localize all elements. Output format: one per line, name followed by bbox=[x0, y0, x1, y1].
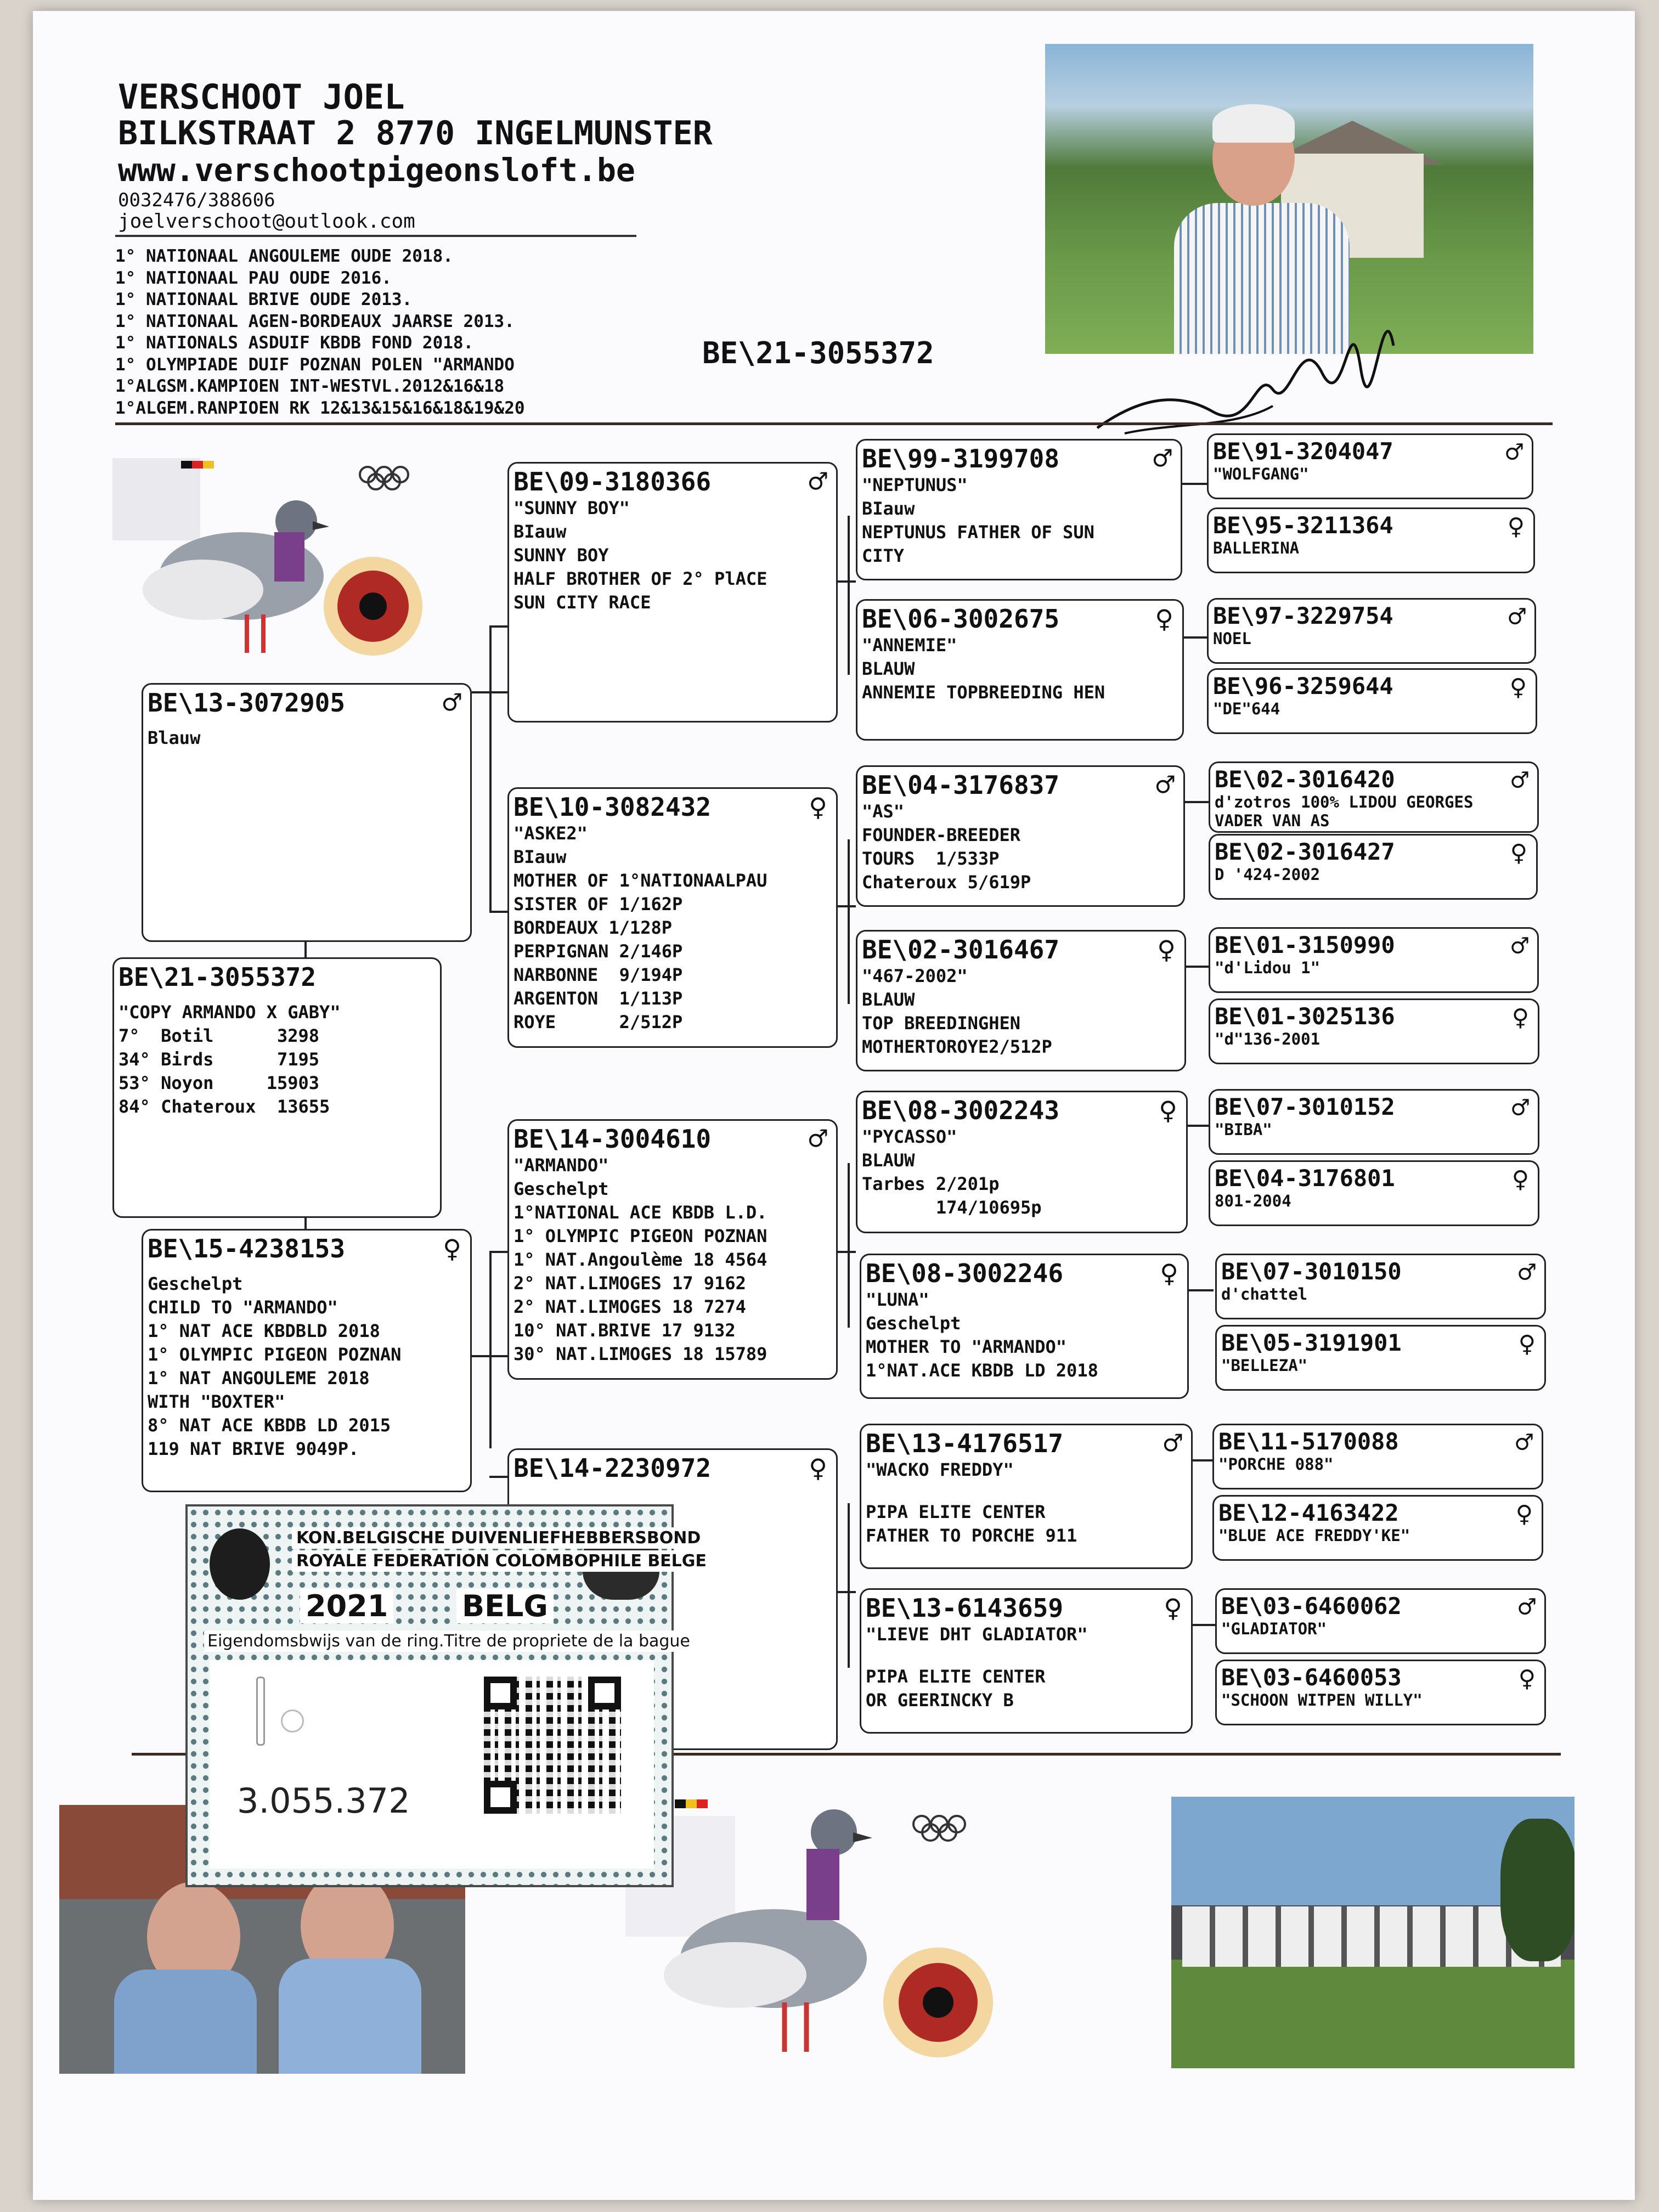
pedigree-line: VADER VAN AS bbox=[1215, 811, 1330, 830]
pedigree-box bbox=[1209, 998, 1539, 1064]
pedigree-box bbox=[1209, 927, 1539, 993]
pedigree-connector bbox=[1182, 483, 1207, 485]
pedigree-line: TOURS 1/533P bbox=[862, 848, 1000, 869]
ring-number: BE\08-3002246 bbox=[866, 1259, 1064, 1288]
male-symbol-icon: ♂ bbox=[1164, 1426, 1182, 1462]
pedigree-line: PIPA ELITE CENTER bbox=[866, 1666, 1046, 1687]
pedigree-line: CHILD TO "ARMANDO" bbox=[148, 1297, 338, 1318]
pedigree-connector bbox=[489, 625, 492, 911]
pedigree-line: 1° NAT ACE KBDBLD 2018 bbox=[148, 1321, 380, 1341]
pedigree-box bbox=[1212, 1495, 1543, 1561]
achievements-list bbox=[115, 246, 525, 419]
pedigree-connector bbox=[848, 839, 850, 1004]
ring-number: BE\05-3191901 bbox=[1221, 1329, 1402, 1356]
pedigree-line: NARBONNE 9/194P bbox=[514, 964, 683, 985]
top-divider bbox=[115, 422, 1553, 425]
ring-number: BE\13-4176517 bbox=[866, 1429, 1064, 1458]
achievement-item: 1° OLYMPIADE DUIF POZNAN POLEN "ARMANDO bbox=[115, 354, 515, 375]
pedigree-line: FATHER TO PORCHE 911 bbox=[866, 1525, 1077, 1546]
org-name-dutch: KON.BELGISCHE DUIVENLIEFHEBBERSBOND bbox=[292, 1527, 705, 1549]
pedigree-line: 119 NAT BRIVE 9049P. bbox=[148, 1438, 359, 1459]
pedigree-line: 801-2004 bbox=[1215, 1192, 1291, 1210]
pedigree-connector bbox=[489, 625, 507, 628]
ring-number: BE\91-3204047 bbox=[1213, 438, 1393, 465]
male-symbol-icon: ♂ bbox=[1511, 1092, 1529, 1125]
pedigree-line: 1° OLYMPIC PIGEON POZNAN bbox=[148, 1344, 402, 1365]
pedigree-box bbox=[860, 1424, 1193, 1569]
female-symbol-icon: ♀ bbox=[1518, 1662, 1536, 1695]
pedigree-line: 1°NAT.ACE KBDB LD 2018 bbox=[866, 1360, 1098, 1381]
pedigree-box bbox=[112, 957, 442, 1218]
pedigree-box bbox=[1215, 1588, 1546, 1654]
pedigree-line: "WACKO FREDDY" bbox=[866, 1459, 1014, 1480]
pedigree-line: CITY bbox=[862, 545, 905, 566]
pedigree-line: 1° NAT ANGOULEME 2018 bbox=[148, 1368, 370, 1389]
female-symbol-icon: ♀ bbox=[1511, 1001, 1529, 1034]
pedigree-box bbox=[1207, 433, 1533, 499]
pedigree-line: 7° Botil 3298 bbox=[119, 1025, 320, 1046]
pedigree-line: BIauw bbox=[514, 521, 567, 542]
pedigree-line: "467-2002" bbox=[862, 966, 968, 986]
org-name-french: ROYALE FEDERATION COLOMBOPHILE BELGE bbox=[292, 1550, 711, 1572]
pedigree-box bbox=[1209, 761, 1539, 833]
pedigree-connector bbox=[838, 580, 856, 583]
pedigree-box bbox=[856, 930, 1186, 1071]
pedigree-line bbox=[866, 1646, 1187, 1665]
pedigree-connector bbox=[304, 942, 307, 958]
pedigree-line: Chateroux 5/619P bbox=[862, 872, 1031, 893]
pedigree-box bbox=[507, 1119, 838, 1380]
pedigree-line: Geschelpt bbox=[148, 1273, 243, 1294]
pedigree-line: ANNEMIE TOPBREEDING HEN bbox=[862, 682, 1105, 703]
pedigree-line: "AS" bbox=[862, 801, 905, 822]
male-symbol-icon: ♂ bbox=[1511, 930, 1528, 963]
ring-number: BE\04-3176837 bbox=[862, 770, 1060, 800]
pedigree-line: 1°NATIONAL ACE KBDB L.D. bbox=[514, 1202, 768, 1223]
pedigree-box bbox=[142, 683, 472, 942]
pedigree-box bbox=[507, 462, 838, 723]
ring-number: BE\03-6460053 bbox=[1221, 1664, 1402, 1691]
pedigree-line: SUNNY BOY bbox=[514, 545, 609, 566]
pedigree-line: "SUNNY BOY" bbox=[514, 498, 630, 518]
pedigree-line: "BELLEZA" bbox=[1221, 1356, 1308, 1375]
pedigree-line: ARGENTON 1/113P bbox=[514, 988, 683, 1009]
pedigree-line: "WOLFGANG" bbox=[1213, 465, 1309, 483]
achievement-item: 1° NATIONAAL AGEN-BORDEAUX JAARSE 2013. bbox=[115, 311, 515, 331]
female-symbol-icon: ♀ bbox=[443, 1231, 461, 1267]
pedigree-line: BORDEAUX 1/128P bbox=[514, 917, 672, 938]
pedigree-line: SISTER OF 1/162P bbox=[514, 894, 683, 915]
pedigree-line: BLAUW bbox=[862, 989, 915, 1010]
female-symbol-icon: ♀ bbox=[1509, 671, 1527, 704]
pedigree-line: 8° NAT ACE KBDB LD 2015 bbox=[148, 1415, 391, 1436]
ring-number: BE\07-3010152 bbox=[1215, 1093, 1395, 1120]
female-symbol-icon: ♀ bbox=[1160, 1256, 1178, 1291]
pedigree-line: BLAUW bbox=[862, 658, 915, 679]
pedigree-connector bbox=[1189, 1289, 1214, 1291]
pedigree-line: Tarbes 2/201p bbox=[862, 1173, 1000, 1194]
female-symbol-icon: ♀ bbox=[1515, 1498, 1533, 1531]
pedigree-line: 2° NAT.LIMOGES 18 7274 bbox=[514, 1296, 746, 1317]
achievement-item: 1°ALGSM.KAMPIOEN INT-WESTVL.2012&16&18 bbox=[115, 376, 505, 396]
pedigree-box bbox=[1215, 1254, 1546, 1319]
pedigree-line: PERPIGNAN 2/146P bbox=[514, 941, 683, 962]
ring-number: BE\09-3180366 bbox=[514, 467, 712, 496]
pedigree-line: FOUNDER-BREEDER bbox=[862, 825, 1020, 845]
male-symbol-icon: ♂ bbox=[1518, 1591, 1536, 1624]
pigeon-illustration-bottom bbox=[620, 1794, 1004, 2079]
pedigree-box bbox=[1212, 1424, 1543, 1489]
breeder-email[interactable]: joelverschoot@outlook.com bbox=[118, 210, 415, 233]
pedigree-line: D '424-2002 bbox=[1215, 865, 1321, 884]
ring-number: BE\08-3002243 bbox=[862, 1096, 1060, 1125]
pedigree-line: "COPY ARMANDO X GABY" bbox=[119, 1002, 341, 1023]
kbdb-logo bbox=[210, 1528, 270, 1600]
pedigree-line: "ANNEMIE" bbox=[862, 635, 957, 656]
pedigree-connector bbox=[304, 1217, 307, 1230]
pedigree-line: BIauw bbox=[862, 498, 915, 519]
ring-number: BE\97-3229754 bbox=[1213, 602, 1393, 629]
pedigree-connector bbox=[848, 1163, 850, 1328]
ring-number: BE\01-3025136 bbox=[1215, 1003, 1395, 1030]
ring-number: BE\12-4163422 bbox=[1218, 1499, 1399, 1526]
pedigree-line: WITH "BOXTER" bbox=[148, 1391, 285, 1412]
pedigree-box bbox=[860, 1588, 1193, 1734]
ring-country: BELG bbox=[456, 1589, 554, 1623]
ring-number: BE\11-5170088 bbox=[1218, 1428, 1399, 1455]
ring-number: BE\07-3010150 bbox=[1221, 1258, 1402, 1285]
pedigree-line: d'chattel bbox=[1221, 1285, 1308, 1304]
pedigree-box bbox=[856, 439, 1182, 580]
pedigree-line: 84° Chateroux 13655 bbox=[119, 1096, 330, 1117]
pedigree-connector bbox=[838, 1591, 856, 1593]
female-symbol-icon: ♀ bbox=[1159, 1093, 1177, 1128]
pedigree-box bbox=[856, 1091, 1188, 1233]
pedigree-line: "NEPTUNUS" bbox=[862, 475, 968, 495]
pedigree-connector bbox=[848, 516, 850, 675]
pedigree-line: "SCHOON WITPEN WILLY" bbox=[1221, 1691, 1423, 1709]
pedigree-line: BLAUW bbox=[862, 1150, 915, 1171]
ring-number: BE\03-6460062 bbox=[1221, 1593, 1402, 1620]
pedigree-line: 30° NAT.LIMOGES 18 15789 bbox=[514, 1344, 768, 1364]
ring-number: BE\14-2230972 bbox=[514, 1453, 712, 1483]
ring-number: BE\95-3211364 bbox=[1213, 512, 1393, 539]
pedigree-box bbox=[1207, 668, 1537, 734]
pedigree-line: "PYCASSO" bbox=[862, 1126, 957, 1147]
pedigree-connector bbox=[489, 911, 507, 913]
male-symbol-icon: ♂ bbox=[1508, 601, 1526, 634]
female-symbol-icon: ♀ bbox=[1511, 1163, 1529, 1196]
female-symbol-icon: ♀ bbox=[809, 789, 827, 825]
female-symbol-icon: ♀ bbox=[1518, 1328, 1536, 1361]
ring-number: BE\15-4238153 bbox=[148, 1234, 346, 1263]
pedigree-line: NEPTUNUS FATHER OF SUN bbox=[862, 522, 1094, 543]
ring-card-caption: Eigendomsbwijs van de ring.Titre de propriete de la bague bbox=[204, 1630, 693, 1652]
breeder-website[interactable]: www.verschootpigeonsloft.be bbox=[118, 151, 635, 189]
pigeon-illustration-top bbox=[110, 455, 439, 664]
pedigree-line: 1° OLYMPIC PIGEON POZNAN bbox=[514, 1226, 768, 1246]
pedigree-line: 53° Noyon 15903 bbox=[119, 1073, 320, 1093]
breeder-phone: 0032476/388606 bbox=[118, 189, 275, 211]
signature bbox=[1092, 263, 1399, 444]
pedigree-box bbox=[1207, 598, 1536, 664]
pedigree-line: BALLERINA bbox=[1213, 539, 1300, 557]
pedigree-connector bbox=[1186, 966, 1211, 968]
ring-number: BE\10-3082432 bbox=[514, 792, 712, 822]
pedigree-line: SUN CITY RACE bbox=[514, 592, 651, 613]
achievement-item: 1°ALGEM.RANPIOEN RK 12&13&15&16&18&19&20 bbox=[115, 398, 525, 418]
achievement-item: 1° NATIONAAL PAU OUDE 2016. bbox=[115, 268, 392, 288]
pedigree-line: HALF BROTHER OF 2° PlACE bbox=[514, 568, 768, 589]
ring-number: 3.055.372 bbox=[237, 1781, 410, 1821]
pedigree-line bbox=[866, 1482, 1187, 1500]
breeder-address: BILKSTRAAT 2 8770 INGELMUNSTER bbox=[118, 114, 713, 153]
pedigree-connector bbox=[838, 1251, 856, 1253]
pedigree-connector bbox=[1185, 801, 1210, 803]
male-symbol-icon: ♂ bbox=[1156, 768, 1175, 803]
pedigree-box bbox=[856, 765, 1185, 907]
pedigree-line: "DE"644 bbox=[1213, 699, 1280, 718]
male-symbol-icon: ♂ bbox=[1511, 764, 1528, 797]
male-symbol-icon: ♂ bbox=[443, 685, 461, 721]
ring-year: 2021 bbox=[300, 1589, 393, 1623]
female-symbol-icon: ♀ bbox=[1510, 837, 1527, 870]
pedigree-box bbox=[507, 787, 838, 1048]
pedigree-line: d'zotros 100% LIDOU GEORGES bbox=[1215, 793, 1474, 811]
achievement-item: 1° NATIONALS ASDUIF KBDB FOND 2018. bbox=[115, 333, 474, 353]
pedigree-connector bbox=[1184, 636, 1209, 639]
pedigree-line: "BLUE ACE FREDDY'KE" bbox=[1218, 1526, 1410, 1545]
pedigree-line: PIPA ELITE CENTER bbox=[866, 1502, 1046, 1522]
pedigree-connector bbox=[489, 1476, 507, 1478]
main-ring-number: BE\21-3055372 bbox=[702, 336, 934, 370]
pedigree-box bbox=[1209, 1160, 1539, 1226]
ring-number: BE\13-6143659 bbox=[866, 1593, 1064, 1623]
ring-number: BE\06-3002675 bbox=[862, 604, 1060, 634]
pedigree-line: ROYE 2/512P bbox=[514, 1012, 683, 1032]
pedigree-line: "PORCHE 088" bbox=[1218, 1455, 1334, 1474]
ring-number: BE\04-3176801 bbox=[1215, 1165, 1395, 1192]
pedigree-line: 2° NAT.LIMOGES 17 9162 bbox=[514, 1273, 746, 1294]
ring-number: BE\21-3055372 bbox=[119, 962, 317, 992]
loft-photo bbox=[1171, 1797, 1575, 2068]
female-symbol-icon: ♀ bbox=[1164, 1590, 1182, 1626]
pedigree-line: "ASKE2" bbox=[514, 823, 588, 844]
female-symbol-icon: ♀ bbox=[1507, 510, 1525, 543]
pedigree-connector bbox=[848, 1503, 850, 1668]
male-symbol-icon: ♂ bbox=[1515, 1426, 1533, 1459]
pedigree-line: OR GEERINCKY B bbox=[866, 1690, 1014, 1711]
pedigree-connector bbox=[489, 1251, 507, 1253]
pedigree-line: Blauw bbox=[148, 727, 201, 748]
pedigree-line: "BIBA" bbox=[1215, 1120, 1272, 1139]
pedigree-box bbox=[1207, 507, 1535, 573]
male-symbol-icon: ♂ bbox=[1153, 441, 1172, 477]
pedigree-line: 174/10695p bbox=[862, 1197, 1042, 1218]
pedigree-box bbox=[860, 1254, 1189, 1399]
ring-number: BE\99-3199708 bbox=[862, 444, 1060, 473]
pedigree-box bbox=[856, 599, 1184, 741]
male-symbol-icon: ♂ bbox=[809, 464, 827, 500]
pedigree-connector bbox=[489, 1251, 492, 1448]
ring-number: BE\01-3150990 bbox=[1215, 932, 1395, 958]
pedigree-line: 10° NAT.BRIVE 17 9132 bbox=[514, 1320, 736, 1341]
pedigree-box bbox=[142, 1229, 472, 1492]
pedigree-line: "LUNA" bbox=[866, 1289, 929, 1310]
female-symbol-icon: ♀ bbox=[809, 1451, 827, 1486]
pedigree-box bbox=[1209, 834, 1538, 900]
pedigree-box bbox=[1215, 1660, 1546, 1725]
pedigree-line: BIauw bbox=[514, 847, 567, 867]
pedigree-connector bbox=[1193, 1624, 1217, 1626]
breeder-name: VERSCHOOT JOEL bbox=[118, 77, 405, 117]
pedigree-line: Geschelpt bbox=[866, 1313, 961, 1334]
pedigree-line: Geschelpt bbox=[514, 1178, 609, 1199]
pedigree-line: "ARMANDO" bbox=[514, 1155, 609, 1176]
pedigree-line: NOEL bbox=[1213, 629, 1251, 648]
female-symbol-icon: ♀ bbox=[1155, 601, 1173, 637]
male-symbol-icon: ♂ bbox=[809, 1121, 827, 1157]
ring-ownership-card bbox=[185, 1504, 707, 1887]
header-underline bbox=[115, 235, 636, 237]
male-symbol-icon: ♂ bbox=[1518, 1256, 1536, 1289]
pedigree-box bbox=[1209, 1089, 1539, 1155]
pedigree-line: "GLADIATOR" bbox=[1221, 1620, 1327, 1638]
ring-number: BE\13-3072905 bbox=[148, 688, 346, 718]
pedigree-line: "d'Lidou 1" bbox=[1215, 958, 1321, 977]
ring-number: BE\96-3259644 bbox=[1213, 673, 1393, 699]
pedigree-line: "LIEVE DHT GLADIATOR" bbox=[866, 1624, 1088, 1645]
male-symbol-icon: ♂ bbox=[1505, 436, 1523, 469]
pedigree-line: 1° NAT.Angoulème 18 4564 bbox=[514, 1249, 768, 1270]
pedigree-line: "d"136-2001 bbox=[1215, 1030, 1321, 1048]
achievement-item: 1° NATIONAAL ANGOULEME OUDE 2018. bbox=[115, 246, 453, 266]
ring-number: BE\02-3016467 bbox=[862, 935, 1060, 964]
achievement-item: 1° NATIONAAL BRIVE OUDE 2013. bbox=[115, 290, 413, 309]
pedigree-line: TOP BREEDINGHEN bbox=[862, 1013, 1020, 1034]
pedigree-line: 34° Birds 7195 bbox=[119, 1049, 320, 1070]
ring-number: BE\02-3016420 bbox=[1215, 766, 1395, 793]
pedigree-box bbox=[1215, 1325, 1546, 1391]
ring-number: BE\02-3016427 bbox=[1215, 838, 1395, 865]
pedigree-line: MOTHERTOROYE2/512P bbox=[862, 1036, 1052, 1057]
ring-number: BE\14-3004610 bbox=[514, 1124, 712, 1154]
pedigree-connector bbox=[838, 905, 856, 907]
female-symbol-icon: ♀ bbox=[1157, 932, 1176, 968]
pedigree-line: MOTHER TO "ARMANDO" bbox=[866, 1336, 1067, 1357]
pedigree-line: MOTHER OF 1°NATIONAALPAU bbox=[514, 870, 768, 891]
